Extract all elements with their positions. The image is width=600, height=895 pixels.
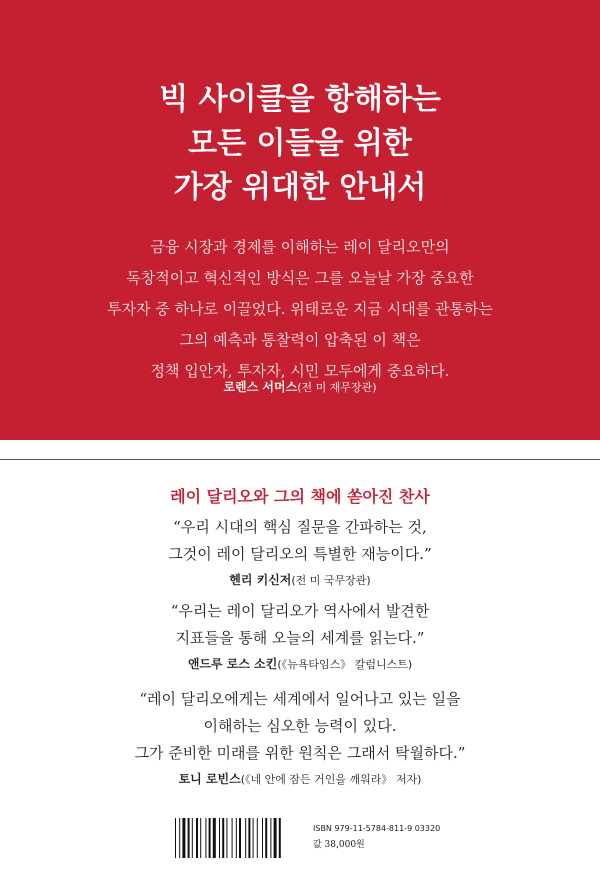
barcode-bar xyxy=(236,818,237,858)
quote-3-line-1: “레이 달리오에게는 세계에서 일어나고 있는 일을 xyxy=(139,690,461,708)
barcode-bar xyxy=(192,818,193,858)
quote-3-line-2: 이해하는 심오한 능력이 있다. xyxy=(203,717,397,735)
barcode-bar xyxy=(274,818,277,858)
quote-1-attribution xyxy=(0,569,600,592)
intro-author-role: (전 미 재무장관) xyxy=(297,381,377,394)
headline-line-2: 모든 이들을 위한 xyxy=(188,126,412,161)
barcode-bar xyxy=(222,818,224,858)
barcode-bar xyxy=(226,818,227,858)
barcode-bar xyxy=(196,818,198,858)
cover-top-panel xyxy=(0,0,600,440)
barcode-image xyxy=(175,818,307,858)
quote-1-author: 헨리 키신저 xyxy=(229,573,292,587)
headline-line-3: 가장 위대한 안내서 xyxy=(173,170,427,205)
barcode-bar xyxy=(188,818,190,858)
quote-3-attribution xyxy=(0,768,600,791)
intro-attribution xyxy=(0,378,600,395)
barcode-bar xyxy=(182,818,185,858)
barcode-bar xyxy=(232,818,233,858)
quote-3-author: 토니 로빈스 xyxy=(178,772,241,786)
barcode-bar xyxy=(279,818,281,858)
quote-3 xyxy=(0,686,600,791)
barcode-bar xyxy=(270,818,271,858)
price-text: 값 38,000원 xyxy=(313,840,365,850)
praise-title: 레이 달리오와 그의 책에 쏟아진 찬사 xyxy=(170,487,430,506)
barcode-bar xyxy=(248,818,250,858)
barcode-bar xyxy=(179,818,180,858)
barcode-block xyxy=(175,818,441,858)
barcode-bar xyxy=(200,818,201,858)
intro-line-5: 정책 입안자, 투자자, 시민 모두에게 중요하다. xyxy=(150,362,450,380)
quote-2-attribution xyxy=(0,653,600,676)
quote-3-role: (《네 안에 잠든 거인을 깨워라》 저자) xyxy=(240,773,422,786)
quote-1-role: (전 미 국무장관) xyxy=(291,574,371,587)
barcode-bar xyxy=(175,818,176,858)
quote-1 xyxy=(0,514,600,592)
barcode-bar xyxy=(262,818,263,858)
intro-line-3: 투자자 중 하나로 이끌었다. 위태로운 지금 시대를 관통하는 xyxy=(107,300,493,318)
intro-line-2: 독창적이고 혁신적인 방식은 그를 오늘날 가장 중요한 xyxy=(126,269,474,287)
barcode-bar xyxy=(213,818,216,858)
intro-line-4: 그의 예측과 통찰력이 압축된 이 책은 xyxy=(179,331,421,349)
quote-1-line-1: “우리 시대의 핵심 질문을 간파하는 것, xyxy=(173,518,427,536)
headline xyxy=(0,78,600,210)
headline-line-1: 빅 사이클을 항해하는 xyxy=(159,82,441,117)
quote-2 xyxy=(0,598,600,676)
quote-2-line-1: “우리는 레이 달리오가 역사에서 발견한 xyxy=(170,602,430,620)
barcode-bar xyxy=(265,818,267,858)
isbn-text: ISBN 979-11-5784-811-9 03320 xyxy=(313,824,441,833)
barcode-bar xyxy=(219,818,220,858)
barcode-bar xyxy=(209,818,211,858)
quote-2-role: (《뉴욕타임스》 칼럼니스트) xyxy=(277,658,413,671)
intro-line-1: 금융 시장과 경제를 이해하는 레이 달리오만의 xyxy=(150,238,450,256)
quote-3-line-3: 그가 준비한 미래를 위한 원칙은 그래서 탁월하다.” xyxy=(134,744,466,762)
quote-1-line-2: 그것이 레이 달리오의 특별한 재능이다.” xyxy=(168,545,432,563)
section-divider xyxy=(0,459,600,460)
barcode-bar xyxy=(257,818,258,858)
intro-author: 로렌스 서머스 xyxy=(223,380,298,394)
barcode-bar xyxy=(253,818,254,858)
barcode-bar xyxy=(245,818,246,858)
barcode-bar xyxy=(239,818,241,858)
quote-2-line-2: 지표들을 통해 오늘의 세계를 읽는다.” xyxy=(175,629,425,647)
barcode-bar xyxy=(205,818,206,858)
quote-2-author: 앤드루 로스 소킨 xyxy=(187,657,278,671)
intro-text xyxy=(0,232,600,387)
